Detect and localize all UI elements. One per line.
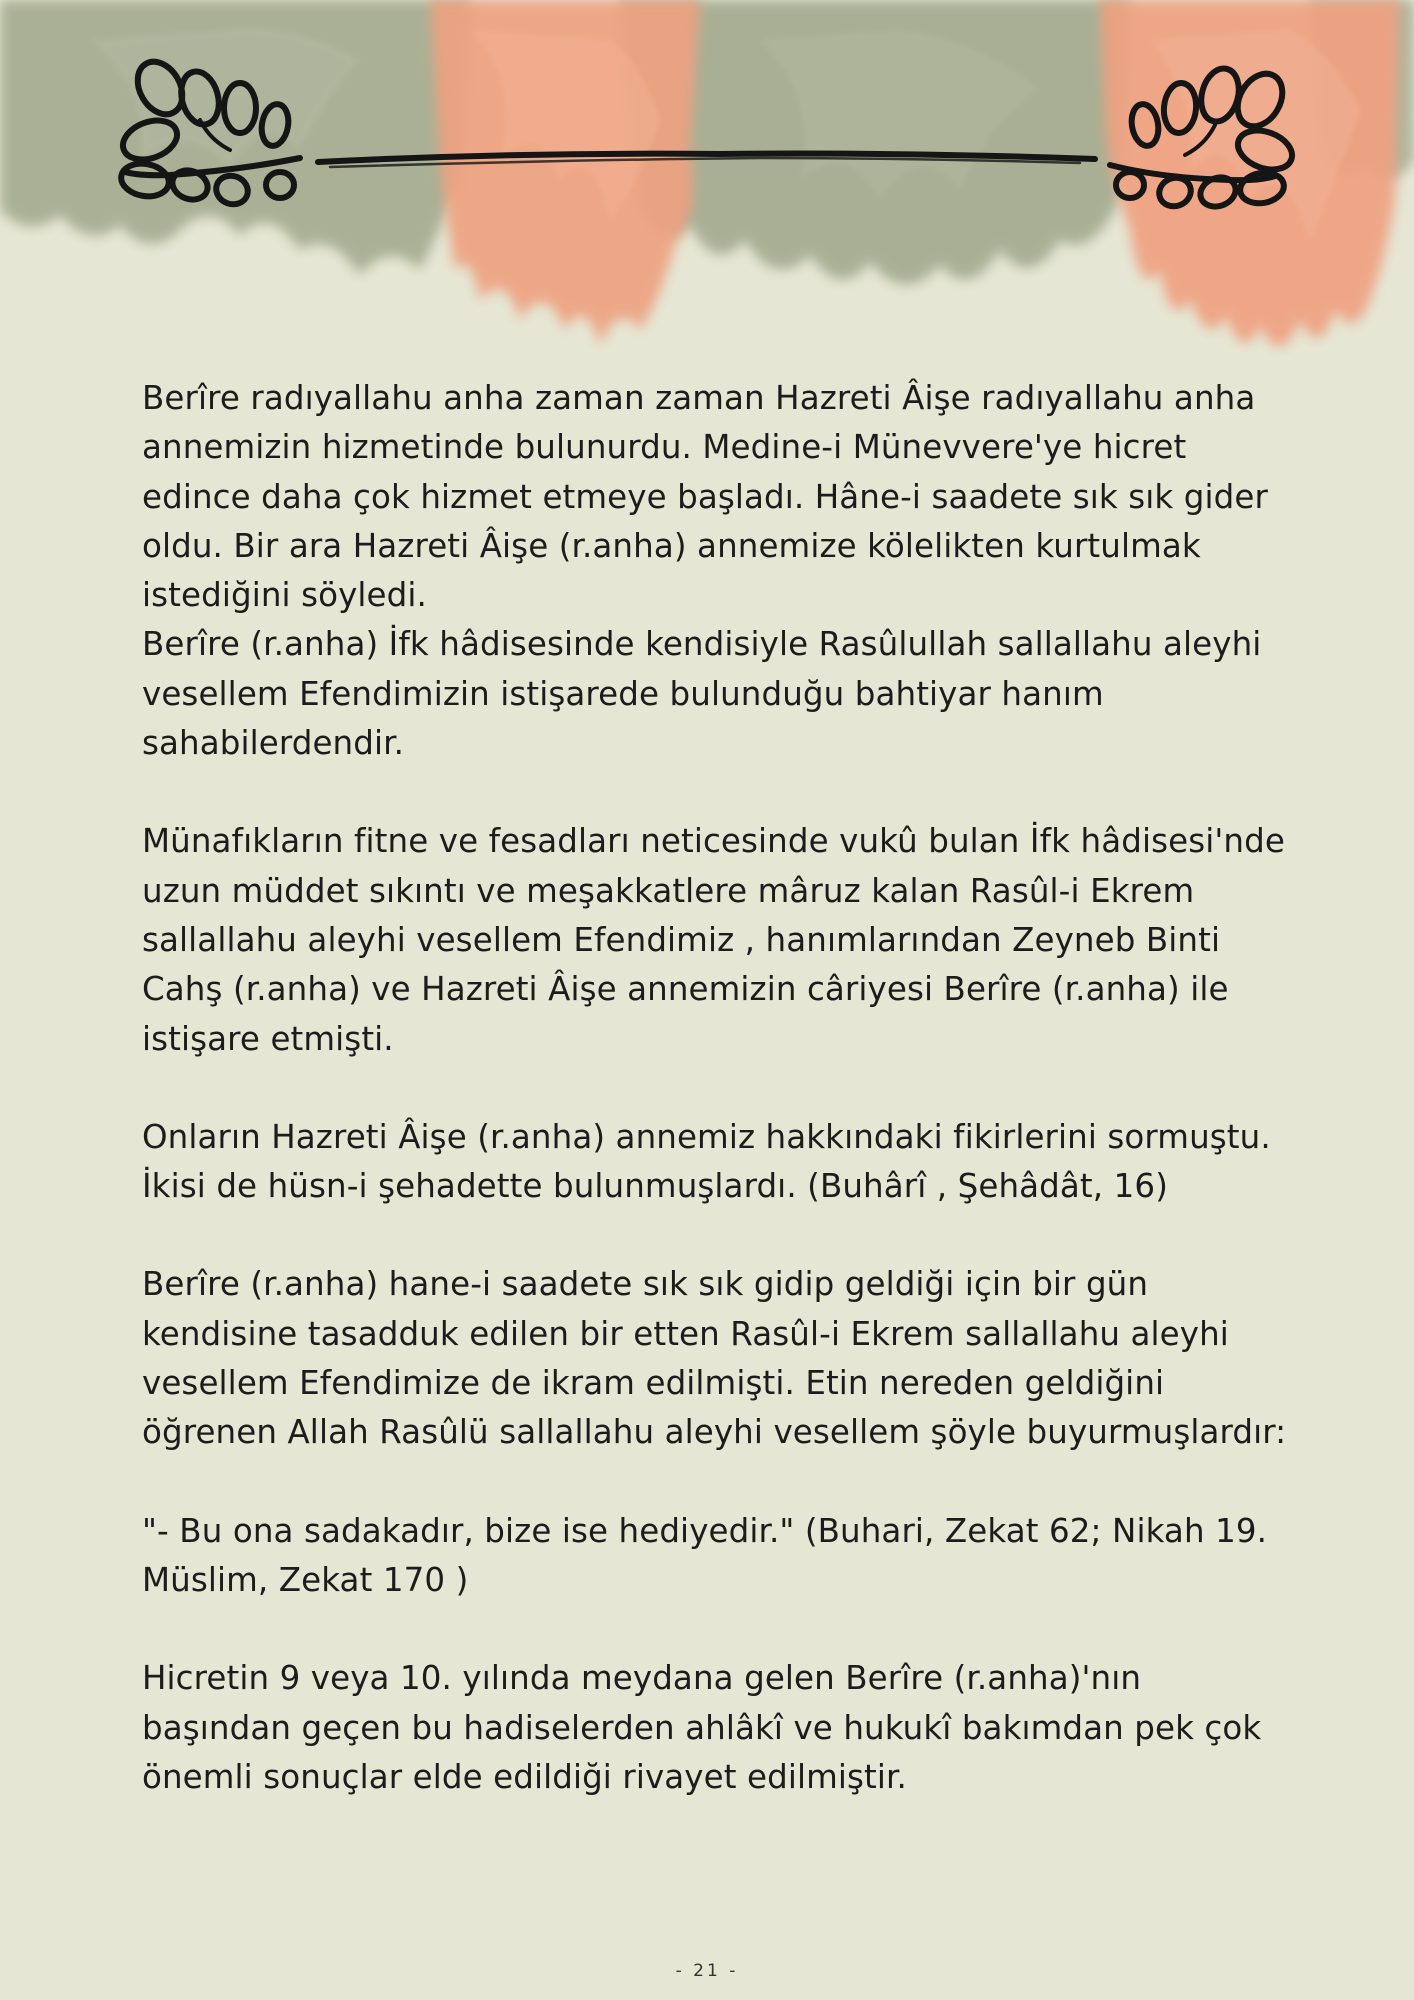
page-number: - 21 -: [675, 1961, 739, 1981]
page-body: [142, 374, 1342, 1851]
paragraph-4: Onların Hazreti Âişe (r.anha) annemiz hakkındaki fikirlerini sormuştu. İkisi de hüsn-i şehadette bulunmuşlardı. (Buhârî , Şehâdât, 16): [142, 1117, 1271, 1206]
paragraph-2: Berîre (r.anha) İfk hâdisesinde kendisiyle Rasûlullah sallallahu aleyhi vesellem Efendimizin istişarede bulunduğu bahtiyar hanım sahabilerdendir.: [142, 625, 1262, 763]
paragraph-3: Münafıkların fitne ve fesadları neticesinde vukû bulan İfk hâdisesi'nde uzun müddet sıkıntı ve meşakkatlere mâruz kalan Rasûl-i Ekrem sallallahu aleyhi vesellem Efendimiz , hanımlarından Zeyneb Binti Cahş (r.anha) ve Hazreti Âişe annemizin câriyesi Berîre (r.anha) ile istişare etmişti.: [142, 822, 1285, 1058]
paragraph-5: Berîre (r.anha) hane-i saadete sık sık gidip geldiği için bir gün kendisine tasadduk edilen bir etten Rasûl-i Ekrem sallallahu aleyhi vesellem Efendimize de ikram edilmişti. Etin nereden geldiğini öğrenen Allah Rasûlü sallallahu aleyhi vesellem şöyle buyurmuşlardır:: [142, 1265, 1287, 1452]
header-watercolor-art: [0, 0, 1414, 400]
paragraph-7: Hicretin 9 veya 10. yılında meydana gelen Berîre (r.anha)'nın başından geçen bu hadiselerden ahlâkî ve hukukî bakımdan pek çok önemli sonuçlar elde edildiği rivayet edilmiştir.: [142, 1659, 1262, 1796]
paragraph-1: Berîre radıyallahu anha zaman zaman Hazreti Âişe radıyallahu anha annemizin hizmetinde bulunurdu. Medine-i Münevvere'ye hicret edince daha çok hizmet etmeye başladı. Hâne-i saadete sık sık gider oldu. Bir ara Hazreti Âişe (r.anha) annemize kölelikten kurtulmak istediğini söyledi.: [142, 379, 1268, 615]
paragraph-6: "- Bu ona sadakadır, bize ise hediyedir." (Buhari, Zekat 62; Nikah 19. Müslim, Zekat 170 ): [142, 1511, 1268, 1599]
